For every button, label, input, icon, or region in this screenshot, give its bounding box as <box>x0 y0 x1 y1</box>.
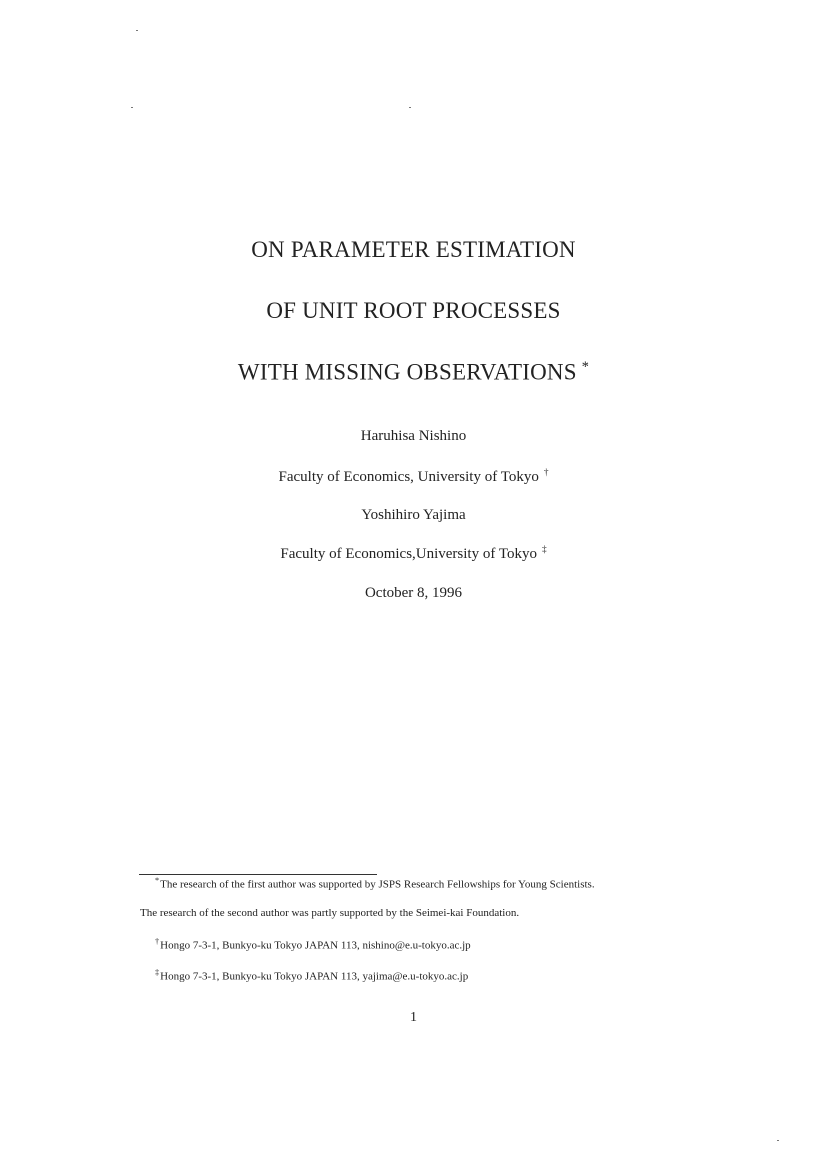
footnote-funding-line-1-text: The research of the first author was supported by JSPS Research Fellowships for Young Scientists. <box>160 878 595 891</box>
title-line-3-text: WITH MISSING OBSERVATIONS <box>237 359 577 385</box>
author-1-affiliation <box>0 468 827 486</box>
author-1-name-text: Haruhisa Nishino <box>360 428 467 444</box>
footnote-author-1-mark: † <box>155 937 160 946</box>
footnote-funding-mark: * <box>155 876 160 885</box>
footnote-funding-line-2-text: The research of the second author was partly supported by the Seimei-kai Foundation. <box>140 907 520 919</box>
scan-speck <box>409 107 411 108</box>
footnote-rule <box>139 874 377 875</box>
footnote-funding-line-1 <box>155 876 595 891</box>
scan-speck <box>777 1140 779 1141</box>
paper-date <box>0 585 827 602</box>
author-2-footnote-mark: ‡ <box>541 545 547 555</box>
page-number-text: 1 <box>410 1010 417 1025</box>
footnote-author-2-mark: ‡ <box>155 968 160 977</box>
title-line-2 <box>0 298 827 324</box>
title-line-1 <box>0 237 827 263</box>
scan-speck <box>136 30 138 31</box>
footnote-author-1 <box>155 937 471 952</box>
title-line-1-text: ON PARAMETER ESTIMATION <box>251 237 576 262</box>
author-2-affiliation <box>0 545 827 563</box>
author-2-name-text: Yoshihiro Yajima <box>361 507 466 523</box>
title-footnote-mark: * <box>581 359 590 375</box>
footnote-author-1-text: Hongo 7-3-1, Bunkyo-ku Tokyo JAPAN 113, nishino@e.u-tokyo.ac.jp <box>160 939 471 952</box>
paper-date-text: October 8, 1996 <box>364 585 463 601</box>
page-number <box>0 1010 827 1026</box>
title-line-3 <box>0 359 827 386</box>
author-2-name <box>0 507 827 524</box>
footnote-author-2 <box>155 968 468 983</box>
author-1-name <box>0 428 827 445</box>
author-1-footnote-mark: † <box>543 468 549 478</box>
author-1-affiliation-text: Faculty of Economics, University of Tokyo <box>278 469 539 485</box>
scan-speck <box>131 107 133 108</box>
title-line-2-text: OF UNIT ROOT PROCESSES <box>266 298 561 323</box>
footnote-funding-line-2 <box>140 907 519 919</box>
author-2-affiliation-text: Faculty of Economics,University of Tokyo <box>280 546 537 562</box>
footnote-author-2-text: Hongo 7-3-1, Bunkyo-ku Tokyo JAPAN 113, yajima@e.u-tokyo.ac.jp <box>160 970 469 983</box>
